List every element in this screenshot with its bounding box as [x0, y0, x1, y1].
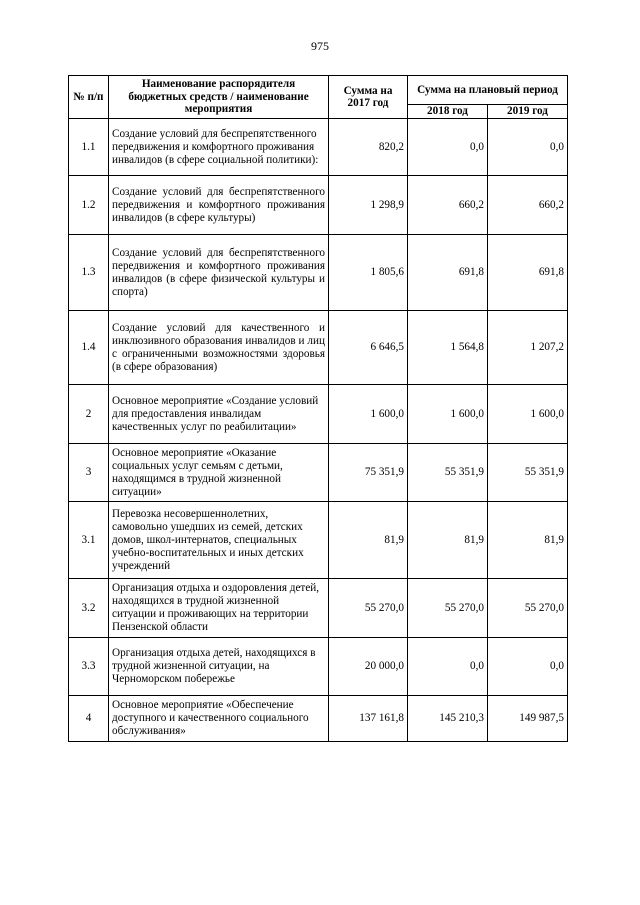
row-number: 1.1 — [69, 119, 109, 176]
row-sum-2019: 1 207,2 — [488, 311, 568, 385]
row-sum-2019: 1 600,0 — [488, 385, 568, 444]
row-sum-2019: 149 987,5 — [488, 696, 568, 742]
table-row — [69, 638, 568, 696]
row-sum-2019: 55 270,0 — [488, 579, 568, 638]
row-number: 3.1 — [69, 502, 109, 579]
row-number: 3.2 — [69, 579, 109, 638]
page-number: 975 — [311, 39, 329, 53]
row-name: Создание условий для беспрепятственного передвижения и комфортного проживания инвалидов (в сфере культуры) — [109, 176, 329, 235]
row-sum-2018: 0,0 — [408, 119, 488, 176]
row-sum-2018: 145 210,3 — [408, 696, 488, 742]
header-sum-2017: Сумма на 2017 год — [329, 76, 408, 119]
row-name: Основное мероприятие «Создание условий для предоставления инвалидам качественных услуг по реабилитации» — [109, 385, 329, 444]
budget-table — [68, 75, 568, 742]
row-name: Перевозка несовершеннолетних, самовольно ушедших из семей, детских домов, школ-интернатов, специальных учебно-воспитательных и иных детских учреждений — [109, 502, 329, 579]
table-row — [69, 176, 568, 235]
header-2019: 2019 год — [488, 105, 568, 119]
row-sum-2018: 660,2 — [408, 176, 488, 235]
row-sum-2017: 20 000,0 — [329, 638, 408, 696]
row-name: Основное мероприятие «Обеспечение доступного и качественного социального обслуживания» — [109, 696, 329, 742]
row-name: Создание условий для беспрепятственного передвижения и комфортного проживания инвалидов (в сфере социальной политики): — [109, 119, 329, 176]
table-row — [69, 696, 568, 742]
row-number: 3.3 — [69, 638, 109, 696]
row-sum-2017: 6 646,5 — [329, 311, 408, 385]
table-row — [69, 579, 568, 638]
row-sum-2018: 1 564,8 — [408, 311, 488, 385]
row-sum-2018: 55 270,0 — [408, 579, 488, 638]
row-name: Создание условий для качественного и инклюзивного образования инвалидов и лиц с ограниченными возможностями здоровья (в сфере образования) — [109, 311, 329, 385]
row-number: 1.3 — [69, 235, 109, 311]
row-sum-2017: 55 270,0 — [329, 579, 408, 638]
table-row — [69, 119, 568, 176]
row-number: 3 — [69, 444, 109, 502]
row-name: Основное мероприятие «Оказание социальных услуг семьям с детьми, находящимся в трудной жизненной ситуации» — [109, 444, 329, 502]
row-sum-2019: 691,8 — [488, 235, 568, 311]
row-name: Организация отдыха детей, находящихся в трудной жизненной ситуации, на Черноморском побережье — [109, 638, 329, 696]
row-sum-2019: 660,2 — [488, 176, 568, 235]
row-sum-2017: 820,2 — [329, 119, 408, 176]
row-number: 1.2 — [69, 176, 109, 235]
header-name: Наименование распорядителя бюджетных средств / наименование мероприятия — [109, 76, 329, 119]
row-sum-2018: 81,9 — [408, 502, 488, 579]
row-sum-2018: 1 600,0 — [408, 385, 488, 444]
table-row — [69, 502, 568, 579]
table-row — [69, 235, 568, 311]
row-sum-2019: 55 351,9 — [488, 444, 568, 502]
row-sum-2018: 691,8 — [408, 235, 488, 311]
row-number: 2 — [69, 385, 109, 444]
header-2018: 2018 год — [408, 105, 488, 119]
row-sum-2017: 75 351,9 — [329, 444, 408, 502]
header-num: № п/п — [69, 76, 109, 119]
row-number: 1.4 — [69, 311, 109, 385]
row-sum-2019: 81,9 — [488, 502, 568, 579]
table-row — [69, 385, 568, 444]
row-name: Организация отдыха и оздоровления детей, находящихся в трудной жизненной ситуации и проживающих на территории Пензенской области — [109, 579, 329, 638]
table-row — [69, 444, 568, 502]
row-sum-2017: 1 600,0 — [329, 385, 408, 444]
row-sum-2018: 55 351,9 — [408, 444, 488, 502]
row-sum-2017: 1 298,9 — [329, 176, 408, 235]
row-sum-2018: 0,0 — [408, 638, 488, 696]
row-sum-2017: 137 161,8 — [329, 696, 408, 742]
row-sum-2017: 81,9 — [329, 502, 408, 579]
table-row — [69, 311, 568, 385]
row-number: 4 — [69, 696, 109, 742]
row-name: Создание условий для беспрепятственного передвижения и комфортного проживания инвалидов (в сфере физической культуры и спорта) — [109, 235, 329, 311]
row-sum-2019: 0,0 — [488, 638, 568, 696]
header-planned-period: Сумма на плановый период — [408, 76, 568, 105]
row-sum-2019: 0,0 — [488, 119, 568, 176]
row-sum-2017: 1 805,6 — [329, 235, 408, 311]
